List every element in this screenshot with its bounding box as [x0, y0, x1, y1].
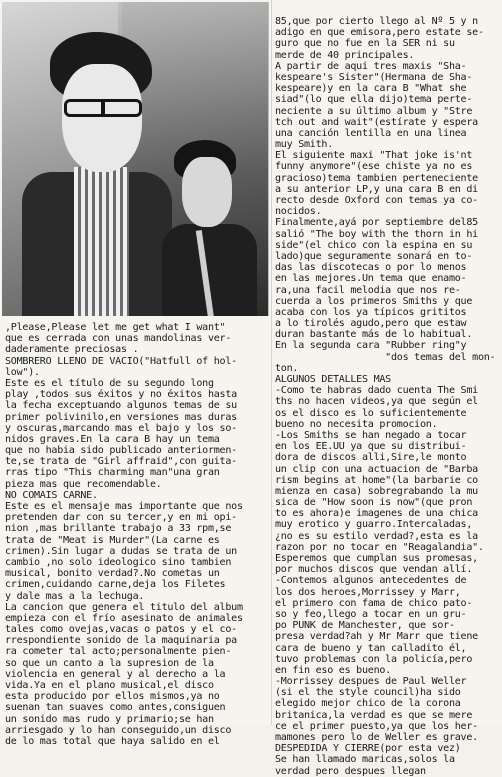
text-line: nion ,mas brillante trabajo a 33 rpm,se [5, 523, 232, 535]
text-line: la fecha exceptuando algunos temas de su [5, 400, 237, 412]
text-line: vida.Ya en el plano musical,el disco [5, 680, 214, 691]
text-line: La cancion que genera el titulo del album [5, 601, 243, 613]
text-line: lado)que seguramente sonará en to- [275, 250, 473, 262]
text-line: funny anymore"(ese chiste ya no es [275, 161, 473, 173]
text-line: play ,todos sus éxitos y no éxitos hasta [5, 389, 237, 401]
column-divider [271, 0, 272, 725]
text-line: gracioso)tema tambien perteneciente [275, 172, 478, 184]
text-line: po PUNK de Manchester, que sor- [275, 620, 455, 632]
text-line: los dos heroes,Morrissey y Marr, [275, 586, 461, 598]
photo-second-figure-face [182, 157, 232, 227]
text-line: 85,que por cierto llego al Nº 5 y n [275, 16, 478, 27]
text-line: y dale mas a la lechuga. [5, 590, 145, 602]
text-line: mamones pero lo de Weller es grave. [275, 732, 478, 743]
text-line: "dos temas del mon- [275, 351, 496, 363]
text-line: una canción lentilla en una linea [275, 127, 467, 139]
text-line: so que un canto a la supresion de la [5, 657, 214, 669]
text-line: nidos graves.En la cara B hay un tema [5, 433, 220, 445]
text-line: pretenden dar con su tercer,y en mi opi- [5, 512, 237, 524]
text-line: tuvo problemas con la policía,pero [275, 653, 473, 665]
text-line: empieza con el frío asesinato de animales [5, 612, 243, 624]
text-line: -Como te habras dado cuenta The Smi [275, 385, 478, 397]
text-line: cambio ,no solo ideologico sino tambien [5, 556, 232, 568]
text-line: verdad pero despues llegan [275, 765, 426, 777]
text-line: neciente a su último album y "Stre [275, 105, 473, 117]
text-line: britanica,la verdad es que se mere [275, 709, 473, 721]
text-line: rism begins at home"(la barbarie co [275, 474, 478, 486]
text-line: muy erotico y guarro.Intercaladas, [275, 519, 473, 531]
text-line: -Morrissey despues de Paul Weller [275, 676, 467, 688]
text-line: un clip con una actuacion de "Barba [275, 463, 478, 475]
text-line: musical, bonito verdad?.No cometas un [5, 568, 220, 580]
text-line: En la segunda cara "Rubber ring"y [275, 340, 467, 352]
text-line: tch out and wait"(estírate y espera [275, 116, 478, 128]
text-line: Este es el mensaje mas importante que nos [5, 501, 243, 512]
text-line: elegido mejor chico de la corona [275, 698, 461, 710]
text-line: crimen,cuidando carne,deja los Filetes [5, 579, 226, 591]
text-line: ce el primer puesto,ya que los her- [275, 720, 478, 732]
band-photo [2, 2, 269, 316]
text-line: DESPEDIDA Y CIERRE(por esta vez) [275, 743, 461, 755]
text-line: razon por no tocar en "Reagalandia". [275, 541, 484, 553]
text-line: ra cometer tal acto;personalmente pien- [5, 646, 232, 658]
text-line: suenan tan suaves como antes,consiguen [5, 702, 226, 714]
text-line: duran bastante más de lo habitual. [275, 329, 473, 341]
text-line: esta producido por ellos mismos,ya no [5, 691, 220, 703]
text-line: SOMBRERO LLENO DE VACIO("Hatfull of hol- [5, 355, 237, 367]
text-line: presa verdad?ah y Mr Marr que tiene [275, 631, 478, 643]
text-line: NO COMAIS CARNE. [5, 489, 98, 501]
text-line: ,Please,Please let me get what I want" [5, 322, 226, 333]
text-line: pieza mas que recomendable. [5, 478, 162, 490]
text-line: (si el the style council)ha sido [275, 687, 461, 699]
text-line: primer polivinilo,en versiones mas duras [5, 411, 237, 423]
text-line: side"(el chico con la espina en su [275, 239, 473, 251]
text-line: ton. [275, 362, 299, 374]
text-line: bueno no necesita promocion. [275, 418, 438, 430]
text-line: te,se trata de "Girl affraid",con guita- [5, 456, 237, 468]
text-line: A partir de aqui tres maxis "Sha- [275, 60, 467, 72]
text-line: sica de "How soon is now"(que pron [275, 497, 473, 509]
text-line: en las mejores.Un tema que enamo- [275, 273, 467, 285]
text-line: en los EE.UU ya que su distribui- [275, 441, 467, 453]
left-text-column [5, 322, 270, 747]
text-line: cuerda a los primeros Smiths y que [275, 295, 473, 307]
text-line: muy Smith. [275, 139, 333, 151]
text-line: dora de discos alli,Sire,le monto [275, 452, 467, 464]
text-line: de lo mas total que haya salido en el [5, 735, 220, 747]
text-line: a lo tirolés agudo,pero que estaw [275, 318, 467, 330]
text-line: Se han llamado maricas,solos la [275, 754, 455, 766]
text-line: un sonido mas rudo y primario;se han [5, 713, 214, 725]
text-line: nocidos. [275, 206, 322, 218]
photo-face [62, 64, 142, 172]
text-line: to es ahora)e imagenes de una chica [275, 508, 478, 520]
text-line: das las discotecas o por lo menos [275, 262, 467, 274]
text-line: ra,una facil melodia que nos re- [275, 284, 461, 296]
text-line: guro que no fue en la SER ni su [275, 38, 455, 50]
text-line: ¿no es su estilo verdad?,esta es la [275, 530, 478, 542]
text-line: os el disco es lo suficientemente [275, 407, 467, 419]
text-line: y oscuras,marcando mas el bajo y los so- [5, 422, 237, 434]
text-line: a su anterior LP,y una cara B en di [275, 183, 478, 195]
text-line: kespeare)y en la cara B "What she [275, 83, 467, 95]
text-line: acaba con los ya típicos grititos [275, 306, 467, 318]
text-line: crimen).Sin lugar a dudas se trata de un [5, 545, 237, 557]
text-line: en fin eso es bueno. [275, 664, 391, 676]
text-line: que es cerrada con unas mandolinas ver- [5, 333, 232, 345]
text-line: rrespondiente sonido de la maquinaria pa [5, 635, 237, 647]
text-line: rras tipo "This charming man"una gran [5, 467, 220, 479]
text-line: siad"(lo que ella dijo)tema perte- [275, 94, 473, 106]
photo-glasses [64, 99, 142, 117]
text-line: merde de 40 principales. [275, 49, 415, 61]
text-line: Este es el título de su segundo long [5, 377, 214, 389]
text-line: mienza en casa) sobregrabando la mu [275, 485, 478, 497]
text-line: violencia en general y al derecho a la [5, 668, 226, 680]
text-line: salió "The boy with the thorn in hi [275, 228, 478, 240]
text-line: -Los Smiths se han negado a tocar [275, 429, 467, 441]
text-line: que no habia sido publicado anteriormen- [5, 445, 237, 457]
text-line: Esperemos que cumplan sus promesas, [275, 553, 478, 564]
text-line: el primero con fama de chico pato- [275, 597, 473, 609]
text-line: daderamente preciosas . [5, 344, 139, 356]
text-line: por muchos discos que vendan allí. [275, 564, 473, 576]
text-line: arriesgado y lo han conseguido,un disco [5, 724, 232, 736]
text-line: El siguiente maxi "That joke is'nt [275, 150, 473, 162]
text-line: ALGUNOS DETALLES MAS [275, 374, 391, 385]
text-line: kespeare's Sister"(Hermana de Sha- [275, 71, 473, 83]
photo-shirt [74, 167, 129, 316]
text-line: tales como ovejas,vacas o patos y el co- [5, 624, 237, 636]
right-text-column [275, 16, 499, 777]
text-line: ths no hacen videos,ya que según el [275, 396, 478, 408]
text-line: trata de "Meat is Murder"(La carne es [5, 534, 220, 546]
text-line: -Contemos algunos antecedentes de [275, 575, 467, 587]
text-line: adigo en que emisora,pero estate se- [275, 27, 484, 39]
text-line: Finalmente,ayá por septiembre del85 [275, 217, 478, 229]
text-line: low"). [5, 366, 40, 378]
text-line: cara de bueno y tan calladito él, [275, 642, 467, 654]
text-line: recto desde Oxford con temas ya co- [275, 195, 478, 206]
text-line: so y feo,llego a tocar en un gru- [275, 608, 467, 620]
